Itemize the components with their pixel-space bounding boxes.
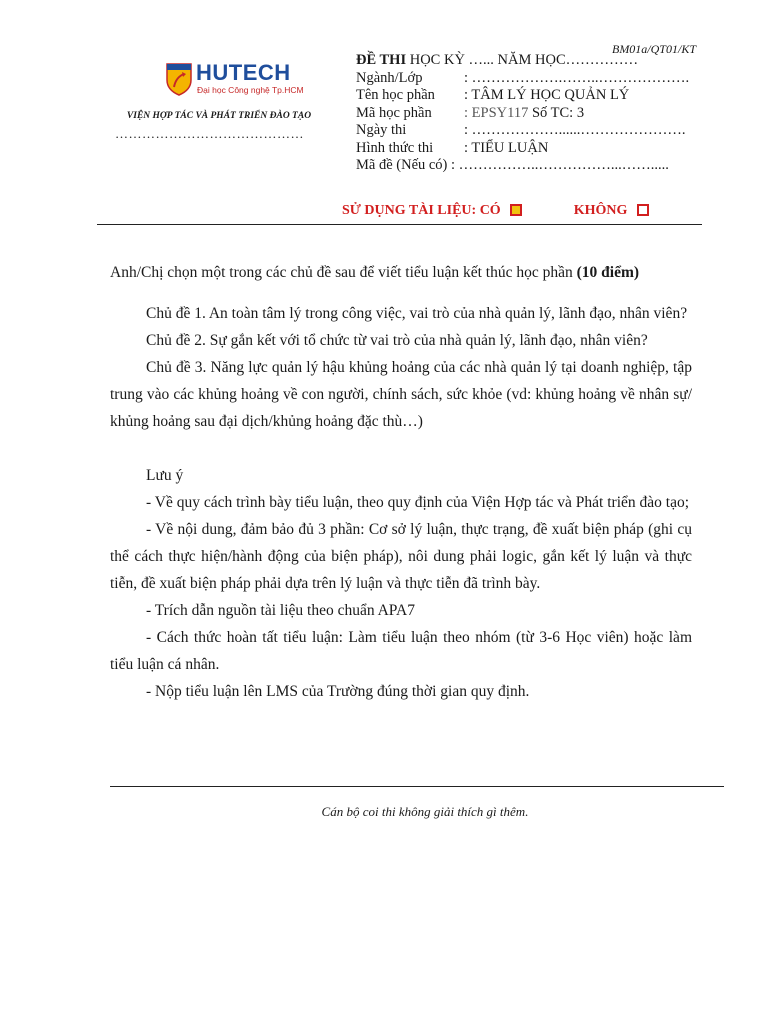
- topic-1: Chủ đề 1. An toàn tâm lý trong công việc, vai trò của nhà quản lý, lãnh đạo, nhân viên?: [146, 305, 688, 322]
- note-item: - Nộp tiểu luận lên LMS của Trường đúng thời gian quy định.: [146, 683, 530, 700]
- info-label: Ngành/Lớp: [356, 69, 423, 86]
- footer-note: Cán bộ coi thi không giải thích gì thêm.: [321, 804, 529, 819]
- course-code-value: : EPSY117: [464, 104, 529, 121]
- note-item: - Về nội dung, đảm bảo đủ 3 phần: Cơ sở lý luận, thực trạng, đề xuất biện pháp (ghi cụ thể cách thực hiện/hành động của biện pháp), nôi dung phải logic, gắn kết lý luận và thực tiễn, đề xuất biện pháp phải dựa trên lý luận và thực tiễn đã trình bày.: [110, 521, 692, 592]
- exam-title-rest: HỌC KỲ …... NĂM HỌC……………: [406, 52, 639, 68]
- intro-paragraph: [110, 259, 692, 286]
- note-item: - Về quy cách trình bày tiểu luận, theo quy định của Viện Hợp tác và Phát triển đào tạo;: [146, 494, 690, 511]
- info-value: : ………………......………………….: [464, 122, 686, 138]
- intro-text: Anh/Chị chọn một trong các chủ đề sau để viết tiểu luận kết thúc học phần: [110, 264, 577, 281]
- yes-checkbox[interactable]: [510, 204, 522, 216]
- exam-code: Mã đề (Nếu có) : ……………..……………...…….....: [356, 157, 669, 173]
- usage-yes-label: SỬ DỤNG TÀI LIỆU: CÓ: [342, 203, 501, 218]
- exam-title: [356, 52, 669, 70]
- exam-content: [110, 259, 692, 705]
- info-value: [464, 105, 584, 123]
- info-row-course-code: [356, 105, 669, 123]
- material-usage: [342, 203, 649, 219]
- info-row-exam-date: [356, 122, 686, 140]
- credits-value: Số TC: 3: [528, 104, 585, 121]
- exam-info: [356, 52, 690, 175]
- info-value: : ……………….……..……………….: [464, 69, 690, 86]
- logo-wordmark: HUTECH: [196, 60, 291, 85]
- logo-tagline: Đại học Công nghệ Tp.HCM: [197, 85, 304, 95]
- info-label: Hình thức thi: [356, 139, 434, 156]
- exam-title-bold: ĐỀ THI: [356, 52, 407, 68]
- topic-2: Chủ đề 2. Sự gắn kết với tổ chức từ vai trò của nhà quản lý, lãnh đạo, nhân viên?: [146, 332, 648, 349]
- info-value: : TIỂU LUẬN: [464, 139, 549, 156]
- institute-dots: ……………………………………: [115, 126, 304, 141]
- info-row-course-name: [356, 87, 669, 105]
- note-title: Lưu ý: [146, 467, 184, 484]
- footer-divider: [110, 786, 724, 787]
- note-item: - Cách thức hoàn tất tiểu luận: Làm tiểu luận theo nhóm (từ 3-6 Học viên) hoặc làm tiểu luận cá nhân.: [110, 629, 692, 673]
- info-row-major: [356, 69, 690, 88]
- no-checkbox[interactable]: [637, 204, 649, 216]
- header-divider: [97, 224, 702, 225]
- form-code: BM01a/QT01/KT: [611, 42, 696, 56]
- topic-3: Chủ đề 3. Năng lực quản lý hậu khủng hoảng của các nhà quản lý tại doanh nghiệp, tập trung vào các khủng hoảng về con người, chính sách, sức khỏe (vd: khủng hoảng về nhân sự/ khủng hoảng sau đại dịch/khủng hoảng đặc thù…): [110, 359, 692, 430]
- intro-points: (10 điểm): [576, 264, 640, 281]
- hutech-emblem-icon: [164, 60, 194, 96]
- info-label: Ngày thi: [356, 122, 407, 138]
- info-row-exam-code: [356, 157, 669, 175]
- usage-no-label: KHÔNG: [573, 203, 628, 218]
- info-label: Tên học phần: [356, 87, 435, 103]
- info-row-exam-format: [356, 140, 669, 158]
- institute-name: VIỆN HỢP TÁC VÀ PHÁT TRIỂN ĐÀO TẠO: [126, 111, 312, 121]
- hutech-logo: [164, 58, 304, 98]
- note-item: - Trích dẫn nguồn tài liệu theo chuẩn APA7: [146, 602, 415, 619]
- info-label: Mã học phần: [356, 104, 432, 121]
- info-value: : TÂM LÝ HỌC QUẢN LÝ: [464, 87, 630, 103]
